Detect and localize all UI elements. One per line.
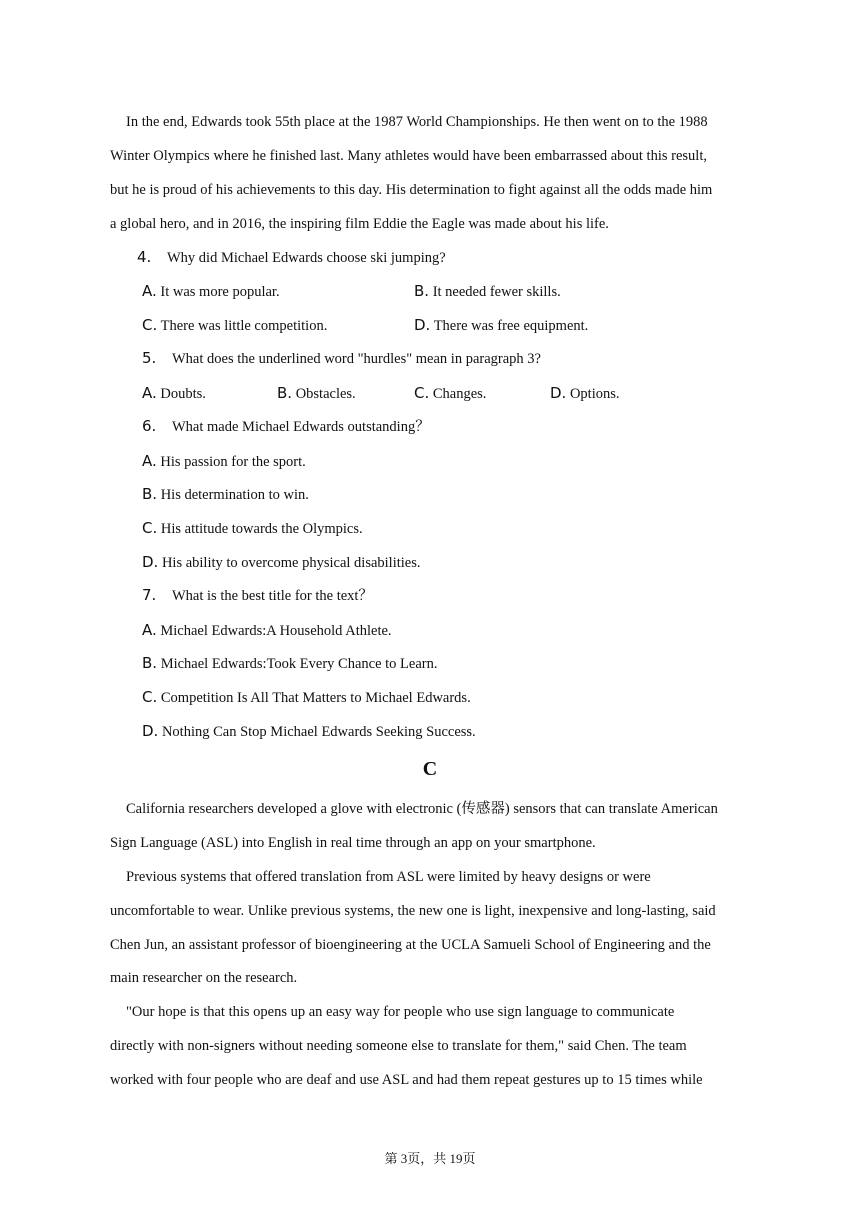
paragraph-line: a global hero, and in 2016, the inspiring film Eddie the Eagle was made about his life. xyxy=(110,216,609,232)
paragraph-line: Sign Language (ASL) into English in real time through an app on your smartphone. xyxy=(110,835,596,851)
option-letter: B. xyxy=(142,485,158,503)
option-a xyxy=(142,451,306,472)
option-text: It needed fewer skills. xyxy=(432,284,561,300)
option-d xyxy=(142,552,421,573)
option-d xyxy=(550,383,620,404)
paragraph-line: but he is proud of his achievements to this day. His determination to fight against all the odds made him xyxy=(110,182,713,198)
option-b xyxy=(414,281,561,302)
option-c xyxy=(142,315,327,336)
question-number: 4. xyxy=(137,248,152,266)
option-text: Changes. xyxy=(432,386,487,402)
option-text: His passion for the sport. xyxy=(160,454,306,470)
paragraph-line: directly with non-signers without needing someone else to translate for them," said Chen. The team xyxy=(110,1038,687,1054)
option-text: There was free equipment. xyxy=(433,318,589,334)
option-letter: C. xyxy=(142,316,158,334)
question-number: 7. xyxy=(142,586,157,604)
option-text: His attitude towards the Olympics. xyxy=(160,521,363,537)
option-b xyxy=(142,653,438,674)
option-text: It was more popular. xyxy=(160,284,280,300)
option-letter: D. xyxy=(550,384,567,402)
option-b xyxy=(277,383,356,404)
option-letter: A. xyxy=(142,452,157,470)
paragraph-line: main researcher on the research. xyxy=(110,970,298,986)
option-letter: A. xyxy=(142,282,157,300)
option-text: Nothing Can Stop Michael Edwards Seeking Success. xyxy=(161,724,476,740)
question-text: What made Michael Edwards outstanding？ xyxy=(172,419,430,435)
option-text: Michael Edwards:Took Every Chance to Learn. xyxy=(160,656,438,672)
question-number: 6. xyxy=(142,417,157,435)
option-letter: B. xyxy=(277,384,293,402)
option-letter: D. xyxy=(142,722,159,740)
option-letter: B. xyxy=(142,654,158,672)
option-a xyxy=(142,620,392,641)
option-text: Michael Edwards:A Household Athlete. xyxy=(160,623,392,639)
option-text: His ability to overcome physical disabilities. xyxy=(161,555,421,571)
paragraph-line: uncomfortable to wear. Unlike previous systems, the new one is light, inexpensive and long-lasting, said xyxy=(110,903,716,919)
option-text: His determination to win. xyxy=(160,487,309,503)
paragraph-line: Previous systems that offered translation from ASL were limited by heavy designs or were xyxy=(126,869,651,885)
section-heading: C xyxy=(422,758,438,780)
option-b xyxy=(142,484,309,505)
paragraph-line: Winter Olympics where he finished last. Many athletes would have been embarrassed about this result, xyxy=(110,148,707,164)
option-letter: D. xyxy=(414,316,431,334)
option-text: Obstacles. xyxy=(295,386,356,402)
option-letter: D. xyxy=(142,553,159,571)
option-a xyxy=(142,281,280,302)
question-text: What does the underlined word "hurdles" mean in paragraph 3? xyxy=(172,351,541,367)
option-d xyxy=(142,721,476,742)
page-footer: 第 3页，共 19页 xyxy=(384,1151,476,1166)
paragraph-line: California researchers developed a glove with electronic (传感器) sensors that can translate American xyxy=(126,801,718,817)
option-text: Doubts. xyxy=(160,386,206,402)
paragraph-line: Chen Jun, an assistant professor of bioengineering at the UCLA Samueli School of Engineering and the xyxy=(110,937,711,953)
option-c xyxy=(414,383,486,404)
option-letter: C. xyxy=(142,688,158,706)
option-letter: A. xyxy=(142,621,157,639)
option-c xyxy=(142,518,363,539)
paragraph-line: worked with four people who are deaf and use ASL and had them repeat gestures up to 15 times while xyxy=(110,1072,703,1088)
option-d xyxy=(414,315,588,336)
question-text: What is the best title for the text？ xyxy=(172,588,373,604)
option-letter: B. xyxy=(414,282,430,300)
option-text: Options. xyxy=(569,386,620,402)
option-letter: C. xyxy=(142,519,158,537)
option-letter: A. xyxy=(142,384,157,402)
question-text: Why did Michael Edwards choose ski jumping? xyxy=(167,250,446,266)
option-a xyxy=(142,383,206,404)
paragraph-line: "Our hope is that this opens up an easy way for people who use sign language to communicate xyxy=(126,1004,675,1020)
paragraph-line: In the end, Edwards took 55th place at the 1987 World Championships. He then went on to the 1988 xyxy=(126,114,708,130)
question-number: 5. xyxy=(142,349,157,367)
option-letter: C. xyxy=(414,384,430,402)
option-c xyxy=(142,687,471,708)
option-text: Competition Is All That Matters to Michael Edwards. xyxy=(160,690,471,706)
option-text: There was little competition. xyxy=(160,318,328,334)
